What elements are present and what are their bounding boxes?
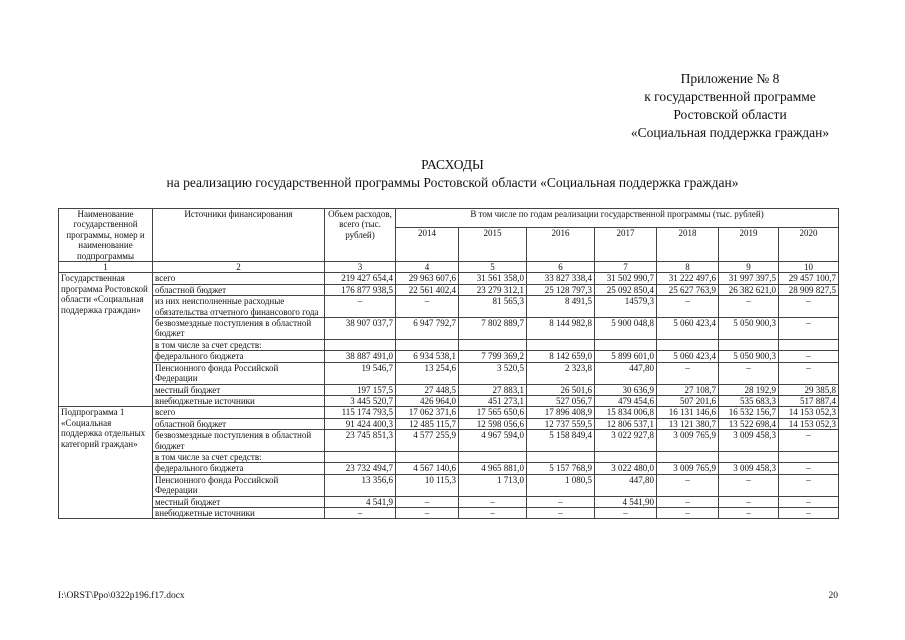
year-value-cell: – [719, 496, 779, 507]
year-value-cell: 31 997 397,5 [719, 273, 779, 284]
year-value-cell: 31 502 990,7 [595, 273, 657, 284]
total-value-cell: – [325, 296, 396, 318]
year-value-cell: 31 222 497,6 [657, 273, 719, 284]
column-number: 3 [325, 262, 396, 273]
table-row [59, 430, 839, 452]
funding-source: в том числе за счет средств: [153, 339, 325, 350]
table-row [59, 284, 839, 295]
year-value-cell: – [719, 296, 779, 318]
table-body [59, 262, 839, 519]
table-row [59, 451, 839, 462]
table-row [59, 273, 839, 284]
year-value-cell: 4 541,90 [595, 496, 657, 507]
header-volume: Объем расходов, всего (тыс. рублей) [325, 209, 396, 262]
year-value-cell [527, 451, 595, 462]
appendix-line-3: Ростовской области [673, 107, 787, 122]
expenses-table [58, 208, 839, 519]
year-value-cell: 507 201,6 [657, 395, 719, 406]
year-value-cell: – [779, 362, 839, 384]
total-value-cell: 91 424 400,3 [325, 418, 396, 429]
header-years-group: В том числе по годам реализации государственной программы (тыс. рублей) [396, 209, 839, 228]
year-value-cell: 2 323,8 [527, 362, 595, 384]
year-value-cell: 3 520,5 [459, 362, 527, 384]
header-year: 2015 [459, 228, 527, 262]
year-value-cell: 16 532 156,7 [719, 407, 779, 418]
year-value-cell: – [396, 296, 459, 318]
header-name: Наименование государственной программы, номер и наименование подпрограммы [59, 209, 153, 262]
year-value-cell: 5 157 768,9 [527, 463, 595, 474]
year-value-cell: 4 967 594,0 [459, 430, 527, 452]
funding-source: федерального бюджета [153, 463, 325, 474]
program-name: Подпрограмма 1 «Социальная поддержка отдельных категорий граждан» [59, 407, 153, 519]
table-row [59, 407, 839, 418]
header-year: 2019 [719, 228, 779, 262]
year-value-cell: – [719, 362, 779, 384]
year-value-cell: 14 153 052,3 [779, 418, 839, 429]
column-number-row [59, 262, 839, 273]
total-value-cell: 3 445 520,7 [325, 395, 396, 406]
year-value-cell [595, 339, 657, 350]
year-value-cell: – [779, 474, 839, 496]
funding-source: областной бюджет [153, 418, 325, 429]
table-row [59, 395, 839, 406]
year-value-cell: 1 080,5 [527, 474, 595, 496]
year-value-cell [459, 339, 527, 350]
year-value-cell: – [459, 507, 527, 518]
year-value-cell: 14579,3 [595, 296, 657, 318]
column-number: 1 [59, 262, 153, 273]
year-value-cell [779, 339, 839, 350]
year-value-cell: 12 806 537,1 [595, 418, 657, 429]
year-value-cell: 12 598 056,6 [459, 418, 527, 429]
year-value-cell: 31 561 358,0 [459, 273, 527, 284]
year-value-cell: 3 009 765,9 [657, 463, 719, 474]
total-value-cell [325, 339, 396, 350]
funding-source: из них неисполненные расходные обязательства отчетного финансового года [153, 296, 325, 318]
year-value-cell: 14 153 052,3 [779, 407, 839, 418]
year-value-cell: – [657, 296, 719, 318]
funding-source: внебюджетные источники [153, 395, 325, 406]
total-value-cell: 23 732 494,7 [325, 463, 396, 474]
title-line-2: на реализацию государственной программы Ростовской области «Социальная поддержка граждан» [166, 175, 739, 190]
year-value-cell: – [779, 507, 839, 518]
document-title [0, 156, 905, 192]
year-value-cell: – [719, 507, 779, 518]
table-row [59, 351, 839, 362]
year-value-cell: 479 454,6 [595, 395, 657, 406]
year-value-cell: – [779, 496, 839, 507]
table-row [59, 496, 839, 507]
table-row [59, 362, 839, 384]
funding-source: внебюджетные источники [153, 507, 325, 518]
funding-source: безвозмездные поступления в областной бюджет [153, 318, 325, 340]
year-value-cell: 535 683,3 [719, 395, 779, 406]
title-line-1: РАСХОДЫ [421, 157, 484, 172]
year-value-cell: – [527, 507, 595, 518]
year-value-cell: 8 142 659,0 [527, 351, 595, 362]
year-value-cell: 10 115,3 [396, 474, 459, 496]
year-value-cell: 3 009 765,9 [657, 430, 719, 452]
table-row [59, 507, 839, 518]
year-value-cell [527, 339, 595, 350]
year-value-cell: 28 909 827,5 [779, 284, 839, 295]
funding-source: местный бюджет [153, 496, 325, 507]
year-value-cell: 7 799 369,2 [459, 351, 527, 362]
year-value-cell: 15 834 006,8 [595, 407, 657, 418]
column-number: 8 [657, 262, 719, 273]
year-value-cell: – [396, 496, 459, 507]
total-value-cell: 38 907 037,7 [325, 318, 396, 340]
appendix-block [600, 70, 860, 142]
year-value-cell: 5 050 900,3 [719, 351, 779, 362]
funding-source: в том числе за счет средств: [153, 451, 325, 462]
year-value-cell [459, 451, 527, 462]
table-row [59, 296, 839, 318]
funding-source: федерального бюджета [153, 351, 325, 362]
header-year: 2016 [527, 228, 595, 262]
year-value-cell: 29 963 607,6 [396, 273, 459, 284]
year-value-cell: 3 009 458,3 [719, 430, 779, 452]
table-row [59, 418, 839, 429]
year-value-cell: 33 827 338,4 [527, 273, 595, 284]
year-value-cell: 26 382 621,0 [719, 284, 779, 295]
column-number: 10 [779, 262, 839, 273]
year-value-cell: – [657, 507, 719, 518]
year-value-cell: 27 883,1 [459, 384, 527, 395]
year-value-cell: 22 561 402,4 [396, 284, 459, 295]
year-value-cell: 29 457 100,7 [779, 273, 839, 284]
total-value-cell: 13 356,6 [325, 474, 396, 496]
year-value-cell: 81 565,3 [459, 296, 527, 318]
total-value-cell: 23 745 851,3 [325, 430, 396, 452]
year-value-cell: 17 896 408,9 [527, 407, 595, 418]
year-value-cell: – [779, 463, 839, 474]
year-value-cell: 28 192,9 [719, 384, 779, 395]
total-value-cell: 38 887 491,0 [325, 351, 396, 362]
year-value-cell [719, 339, 779, 350]
year-value-cell: – [779, 296, 839, 318]
column-number: 9 [719, 262, 779, 273]
total-value-cell: 4 541,9 [325, 496, 396, 507]
year-value-cell: 426 964,0 [396, 395, 459, 406]
year-value-cell: 5 158 849,4 [527, 430, 595, 452]
appendix-line-4: «Социальная поддержка граждан» [630, 125, 830, 140]
header-source: Источники финансирования [153, 209, 325, 262]
column-number: 5 [459, 262, 527, 273]
year-value-cell: – [779, 318, 839, 340]
total-value-cell: 197 157,5 [325, 384, 396, 395]
year-value-cell: 13 121 380,7 [657, 418, 719, 429]
year-value-cell: – [719, 474, 779, 496]
funding-source: областной бюджет [153, 284, 325, 295]
year-value-cell [396, 339, 459, 350]
year-value-cell: 6 934 538,1 [396, 351, 459, 362]
year-value-cell: 7 802 889,7 [459, 318, 527, 340]
funding-source: всего [153, 407, 325, 418]
year-value-cell: – [527, 496, 595, 507]
year-value-cell: 5 050 900,3 [719, 318, 779, 340]
table-row [59, 339, 839, 350]
year-value-cell: 17 062 371,6 [396, 407, 459, 418]
year-value-cell: 26 501,6 [527, 384, 595, 395]
year-value-cell: 451 273,1 [459, 395, 527, 406]
table-row [59, 384, 839, 395]
table-row [59, 463, 839, 474]
year-value-cell: 527 056,7 [527, 395, 595, 406]
funding-source: Пенсионного фонда Российской Федерации [153, 474, 325, 496]
header-year: 2018 [657, 228, 719, 262]
year-value-cell: 27 108,7 [657, 384, 719, 395]
column-number: 2 [153, 262, 325, 273]
year-value-cell: 5 899 601,0 [595, 351, 657, 362]
header-year: 2014 [396, 228, 459, 262]
year-value-cell: 447,80 [595, 474, 657, 496]
year-value-cell: 4 965 881,0 [459, 463, 527, 474]
header-year: 2020 [779, 228, 839, 262]
column-number: 6 [527, 262, 595, 273]
table-row [59, 474, 839, 496]
year-value-cell: 1 713,0 [459, 474, 527, 496]
funding-source: Пенсионного фонда Российской Федерации [153, 362, 325, 384]
total-value-cell: – [325, 507, 396, 518]
year-value-cell: 6 947 792,7 [396, 318, 459, 340]
funding-source: всего [153, 273, 325, 284]
year-value-cell [657, 451, 719, 462]
year-value-cell: 3 022 927,8 [595, 430, 657, 452]
appendix-line-1: Приложение № 8 [680, 71, 780, 86]
year-value-cell: 12 737 559,5 [527, 418, 595, 429]
year-value-cell: 27 448,5 [396, 384, 459, 395]
year-value-cell: – [657, 362, 719, 384]
year-value-cell: 25 092 850,4 [595, 284, 657, 295]
year-value-cell: 13 254,6 [396, 362, 459, 384]
year-value-cell: 25 128 797,3 [527, 284, 595, 295]
year-value-cell: 5 060 423,4 [657, 318, 719, 340]
year-value-cell [719, 451, 779, 462]
year-value-cell: 13 522 698,4 [719, 418, 779, 429]
year-value-cell: 30 636,9 [595, 384, 657, 395]
year-value-cell: – [779, 351, 839, 362]
year-value-cell: 3 009 458,3 [719, 463, 779, 474]
header-year: 2017 [595, 228, 657, 262]
year-value-cell: 3 022 480,0 [595, 463, 657, 474]
footer-file-path: I:\ORST\Ppo\0322p196.f17.docx [58, 591, 185, 601]
year-value-cell: 23 279 312,1 [459, 284, 527, 295]
year-value-cell [595, 451, 657, 462]
year-value-cell: – [657, 496, 719, 507]
column-number: 7 [595, 262, 657, 273]
year-value-cell: 25 627 763,9 [657, 284, 719, 295]
program-name: Государственная программа Ростовской области «Социальная поддержка граждан» [59, 273, 153, 407]
funding-source: местный бюджет [153, 384, 325, 395]
table-row [59, 318, 839, 340]
year-value-cell: 447,80 [595, 362, 657, 384]
funding-source: безвозмездные поступления в областной бюджет [153, 430, 325, 452]
year-value-cell: – [396, 507, 459, 518]
year-value-cell [396, 451, 459, 462]
total-value-cell: 219 427 654,4 [325, 273, 396, 284]
total-value-cell: 176 877 938,5 [325, 284, 396, 295]
year-value-cell: 16 131 146,6 [657, 407, 719, 418]
total-value-cell: 115 174 793,5 [325, 407, 396, 418]
year-value-cell: 29 385,8 [779, 384, 839, 395]
year-value-cell [779, 451, 839, 462]
year-value-cell: 17 565 650,6 [459, 407, 527, 418]
column-number: 4 [396, 262, 459, 273]
appendix-line-2: к государственной программе [644, 89, 816, 104]
year-value-cell: 4 577 255,9 [396, 430, 459, 452]
year-value-cell: – [657, 474, 719, 496]
year-value-cell: – [459, 496, 527, 507]
year-value-cell: 517 887,4 [779, 395, 839, 406]
year-value-cell [657, 339, 719, 350]
page-number: 20 [828, 591, 838, 601]
year-value-cell: – [595, 507, 657, 518]
year-value-cell: – [779, 430, 839, 452]
year-value-cell: 5 060 423,4 [657, 351, 719, 362]
year-value-cell: 4 567 140,6 [396, 463, 459, 474]
year-value-cell: 12 485 115,7 [396, 418, 459, 429]
total-value-cell [325, 451, 396, 462]
year-value-cell: 8 491,5 [527, 296, 595, 318]
year-value-cell: 8 144 982,8 [527, 318, 595, 340]
year-value-cell: 5 900 048,8 [595, 318, 657, 340]
total-value-cell: 19 546,7 [325, 362, 396, 384]
